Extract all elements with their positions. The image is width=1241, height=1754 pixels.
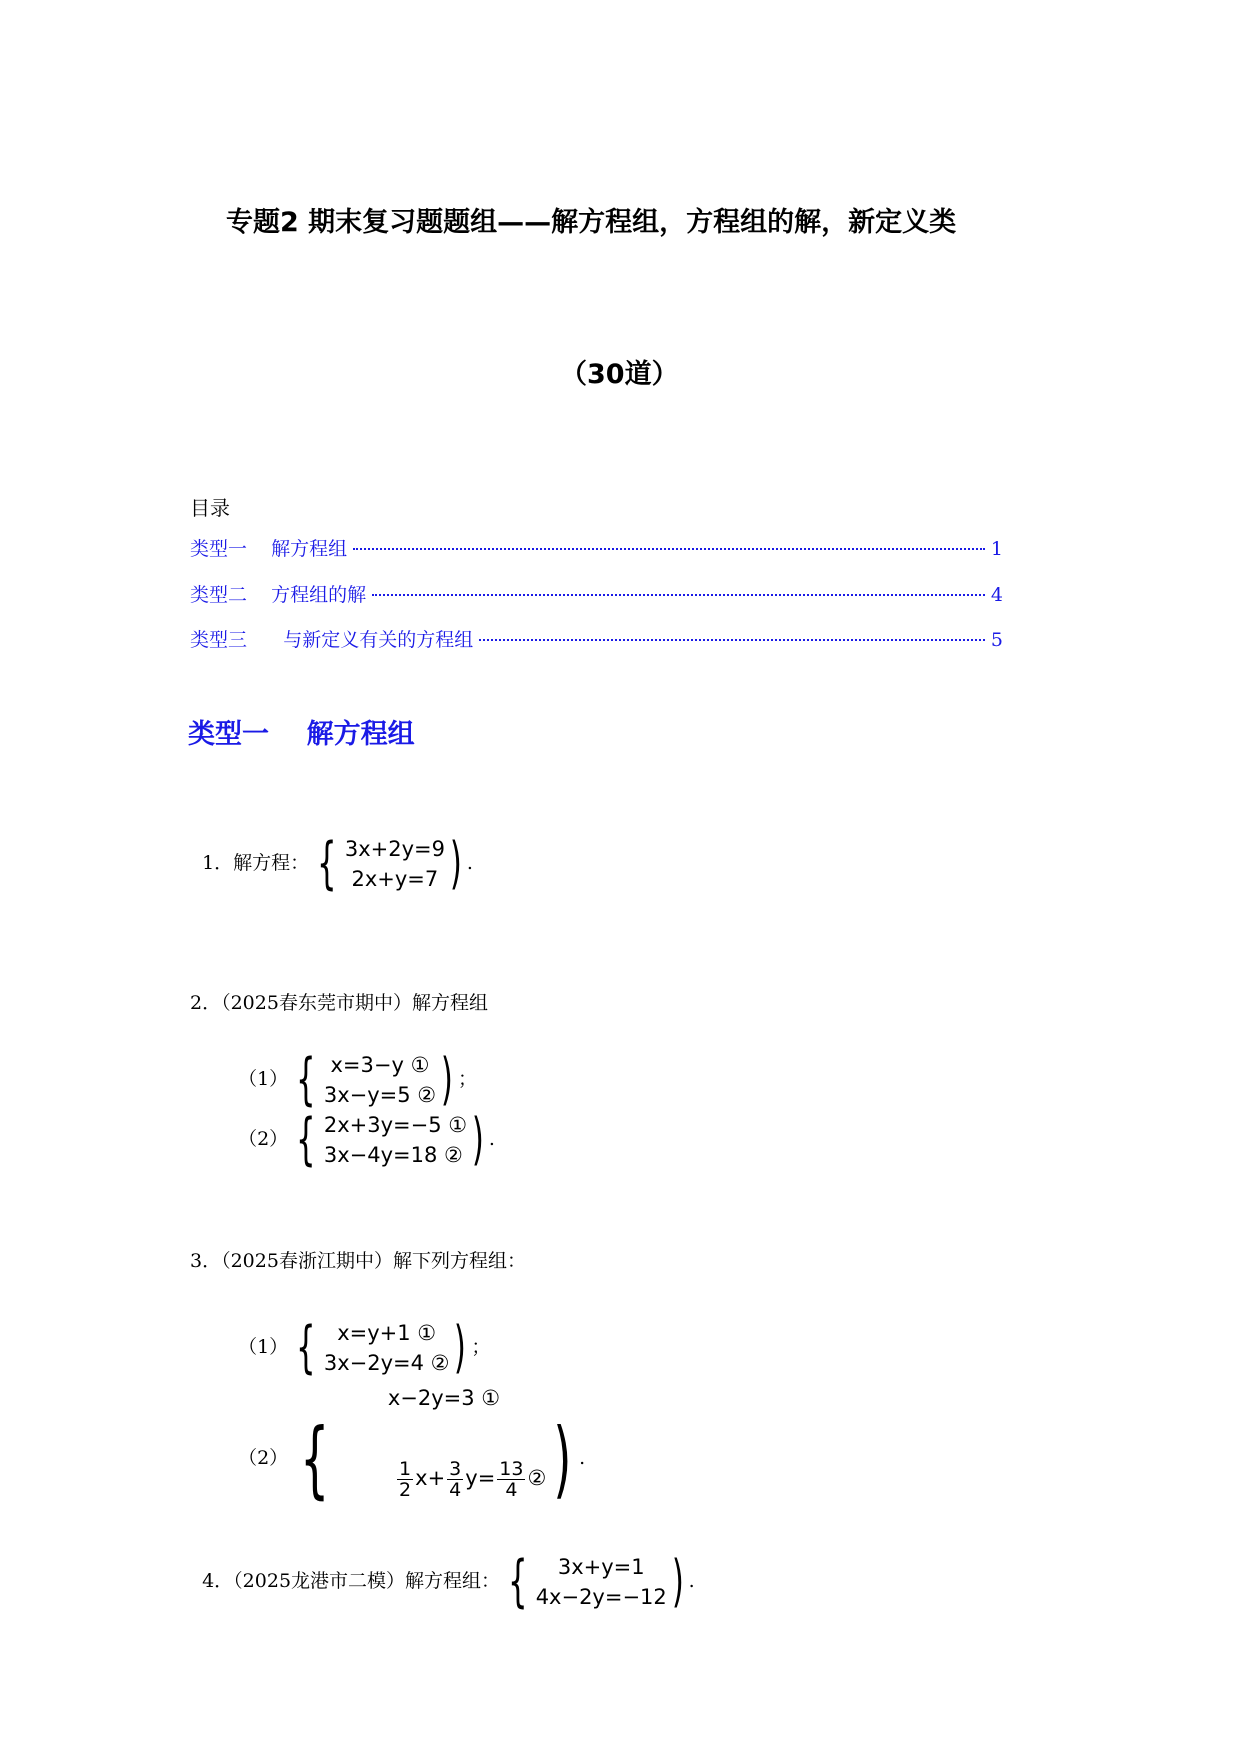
question-3-prefix: 3．（2025春浙江期中）解下列方程组：: [190, 1250, 526, 1272]
equation-line-fractions: [342, 1418, 547, 1540]
toc-entry-type2[interactable]: [190, 580, 1003, 607]
fraction-denominator: 4: [449, 1478, 462, 1501]
equation-lines: [324, 1110, 467, 1170]
question-end: .: [488, 1128, 495, 1150]
fraction: [497, 1459, 525, 1500]
toc-entry-label: 类型一 解方程组: [190, 538, 348, 560]
equation-term: x+: [415, 1466, 446, 1490]
equation-line: x=3−y ①: [330, 1053, 430, 1077]
question-1-prefix: 1．解方程：: [202, 852, 310, 874]
question-4: [190, 1530, 695, 1612]
part-label: （2）: [238, 1128, 289, 1150]
fraction-denominator: 4: [505, 1478, 518, 1501]
left-brace: {: [296, 1315, 316, 1380]
fraction-numerator: 3: [449, 1457, 462, 1480]
fraction-numerator: 13: [499, 1457, 524, 1480]
equation-line: 3x−2y=4 ②: [323, 1351, 450, 1375]
part-label: （1）: [238, 1336, 289, 1358]
equation-line: 3x−y=5 ②: [323, 1083, 437, 1107]
toc-entry-page: 4: [990, 584, 1003, 606]
toc-entry-label: 类型二 方程组的解: [190, 584, 367, 606]
question-1: [190, 812, 473, 894]
toc-leader-dots: [479, 639, 985, 641]
equation-system: [288, 1047, 458, 1112]
right-paren: ): [471, 1107, 485, 1172]
equation-line: 2x+y=7: [351, 867, 439, 891]
equation-lines: [324, 1050, 436, 1110]
equation-term: ②: [527, 1466, 547, 1490]
equation-lines: [345, 834, 445, 894]
question-2-parts: [226, 1028, 495, 1170]
toc-entry-label: 类型三 与新定义有关的方程组: [190, 629, 474, 651]
equation-line: x−2y=3 ①: [387, 1386, 501, 1410]
question-end: .: [579, 1446, 586, 1469]
separator: ；: [471, 1336, 491, 1358]
left-brace: {: [508, 1549, 528, 1614]
toc-entry-page: 5: [990, 629, 1003, 651]
right-paren: ): [671, 1549, 684, 1614]
equation-line: 3x−4y=18 ②: [323, 1143, 463, 1167]
toc-leader-dots: [353, 548, 985, 550]
question-end: .: [466, 852, 473, 874]
equation-lines: [536, 1552, 667, 1612]
fraction: [397, 1459, 413, 1500]
toc-entry-page: 1: [990, 538, 1003, 560]
right-paren: ): [553, 1409, 572, 1508]
equation-system: [500, 1549, 689, 1614]
left-brace: {: [300, 1409, 330, 1508]
equation-line: 4x−2y=−12: [535, 1585, 667, 1609]
equation-system: [288, 1378, 579, 1540]
equation-lines: [342, 1378, 547, 1540]
question-3-parts: [226, 1296, 585, 1540]
right-paren: ): [454, 1315, 467, 1380]
question-end: .: [688, 1570, 695, 1592]
equation-system: [288, 1315, 471, 1380]
left-brace: {: [296, 1107, 316, 1172]
part-label: （1）: [238, 1068, 289, 1090]
right-paren: ): [449, 831, 462, 896]
fraction-numerator: 1: [399, 1457, 412, 1480]
equation-system: [288, 1107, 489, 1172]
separator: ；: [457, 1068, 477, 1090]
left-brace: {: [317, 831, 337, 896]
right-paren: ): [441, 1047, 454, 1112]
section-heading-type1: 类型一 解方程组: [188, 719, 415, 750]
document-subtitle: （30道）: [560, 359, 679, 390]
fraction-denominator: 2: [399, 1478, 412, 1501]
fraction: [447, 1459, 463, 1500]
equation-line: 2x+3y=−5 ①: [323, 1113, 468, 1137]
toc-leader-dots: [372, 594, 985, 596]
question-4-prefix: 4．（2025龙港市二模）解方程组：: [202, 1570, 501, 1592]
equation-line: x=y+1 ①: [337, 1321, 437, 1345]
toc-heading: 目录: [190, 496, 230, 520]
toc-entry-type3[interactable]: [190, 625, 1003, 652]
document-title: 专题2 期末复习题题组——解方程组，方程组的解，新定义类: [226, 207, 957, 238]
equation-term: y=: [465, 1466, 496, 1490]
equation-system: [309, 831, 467, 896]
toc-entry-type1[interactable]: [190, 534, 1003, 561]
part-label: （2）: [238, 1446, 289, 1469]
left-brace: {: [296, 1047, 316, 1112]
equation-line: 3x+y=1: [557, 1555, 645, 1579]
equation-lines: [324, 1318, 450, 1378]
question-2-prefix: 2．（2025春东莞市期中）解方程组: [190, 992, 488, 1014]
equation-line: 3x+2y=9: [344, 837, 445, 861]
